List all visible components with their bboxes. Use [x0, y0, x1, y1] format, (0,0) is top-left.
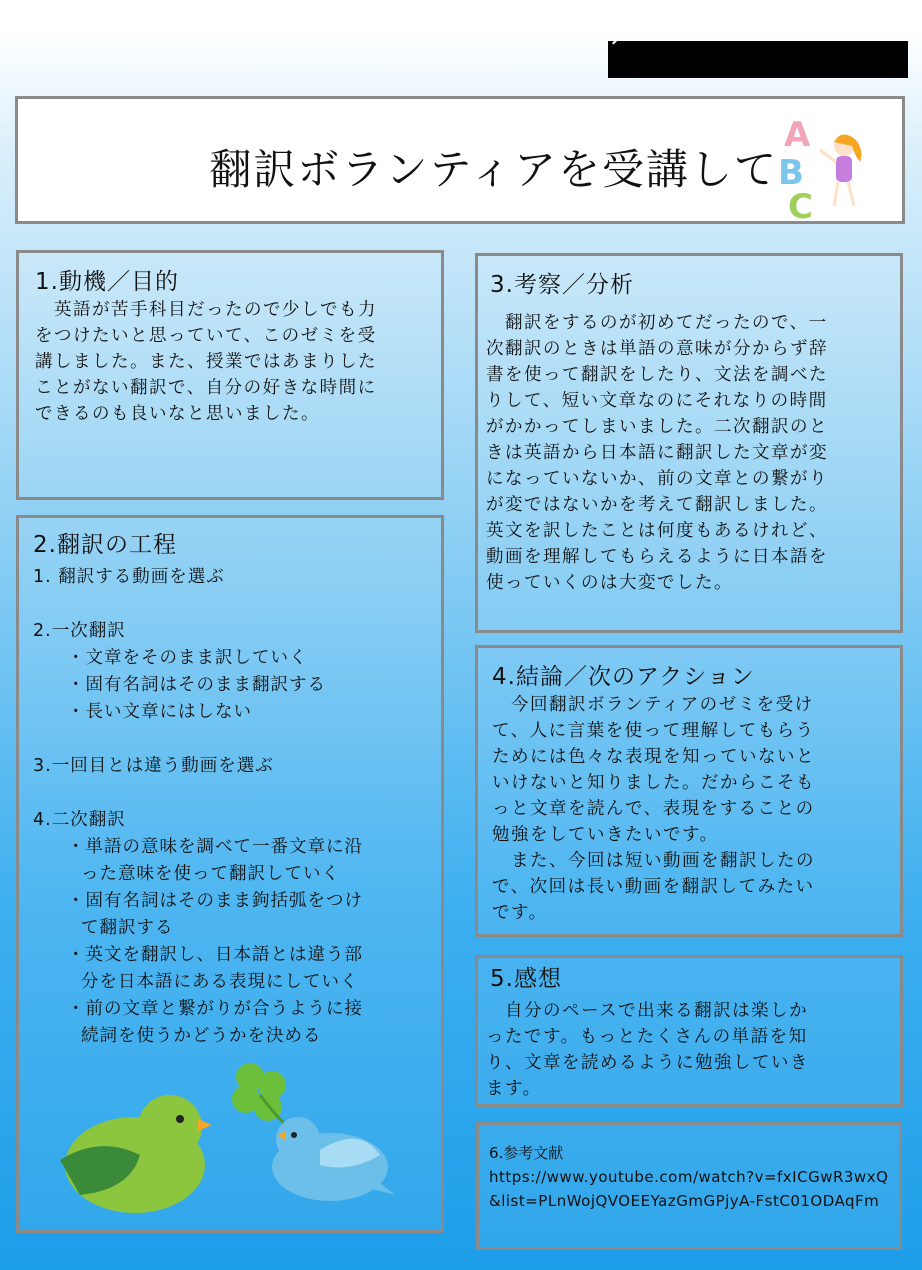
process-step-3: 3.一回目とは違う動画を選ぶ	[33, 756, 274, 776]
clover-icon	[232, 1063, 288, 1127]
list-item: ・単語の意味を調べて一番文章に沿 った意味を使って翻訳していく	[67, 837, 363, 884]
letter-c: C	[788, 187, 813, 222]
list-item: ・固有名詞はそのまま翻訳する	[67, 675, 326, 695]
list-item: ・固有名詞はそのまま鉤括弧をつけ て翻訳する	[67, 891, 363, 938]
list-item: ・前の文章と繋がりが合うように接 続詞を使うかどうかを決める	[67, 999, 363, 1046]
title-box	[15, 96, 905, 224]
green-bird-icon	[60, 1095, 212, 1213]
section-motivation	[16, 250, 444, 500]
section-heading: 1.動機／目的	[35, 269, 179, 295]
section-heading: 4.結論／次のアクション	[492, 664, 755, 690]
reference-link[interactable]: https://www.youtube.com/watch?v=fxICGwR3wxQ&list=PLnWojQVOEEYazGmGPjyA-FstC01ODAqFm	[489, 1168, 889, 1210]
section-impressions	[475, 955, 903, 1107]
letter-a: A	[784, 115, 811, 155]
process-step-1: 1. 翻訳する動画を選ぶ	[33, 567, 225, 587]
section-references	[476, 1122, 902, 1250]
section-heading: 3.考察／分析	[490, 272, 634, 298]
process-step-4: 4.二次翻訳	[33, 810, 126, 830]
blue-bird-icon	[272, 1117, 395, 1201]
list-item: ・長い文章にはしない	[67, 702, 252, 722]
list-item: ・文章をそのまま訳していく	[67, 648, 308, 668]
process-step-2: 2.一次翻訳	[33, 621, 126, 641]
page-title: 翻訳ボランティアを受講して	[209, 145, 778, 194]
section-analysis	[475, 253, 903, 633]
section-heading: 6.参考文献	[489, 1144, 564, 1162]
section-heading: 5.感想	[490, 966, 562, 992]
letter-b: B	[778, 153, 804, 193]
section-body: 自分のペースで出来る翻訳は楽しか ったです。もっとたくさんの単語を知 り、文章を読めるように勉強していき ます。	[486, 1001, 809, 1099]
header-black-bar	[608, 41, 908, 78]
section-conclusion	[475, 645, 903, 937]
section-body: 英語が苦手科目だったので少しでも力 をつけたいと思っていて、このゼミを受 講しました。また、授業ではあまりした ことがない翻訳で、自分の好きな時間に できるのも良いなと思いました。	[35, 300, 377, 424]
birds-clover-illustration	[40, 1055, 400, 1225]
abc-girl-illustration	[776, 106, 876, 222]
section-body: 今回翻訳ボランティアのゼミを受け て、人に言葉を使って理解してもらう ためには色々な表現を知っていないと いけないと知りました。だからこそも っと文章を読んで、表現をすることの 勉強をしていきたいです。 また、今回は短い動画を翻訳したの で、次回は長い動画を翻訳してみたい です。	[492, 695, 815, 923]
list-item: ・英文を翻訳し、日本語とは違う部 分を日本語にある表現にしていく	[67, 945, 363, 992]
section-heading: 2.翻訳の工程	[33, 532, 177, 558]
section-body: 翻訳をするのが初めてだったので、一 次翻訳のときは単語の意味が分からず辞 書を使って翻訳をしたり、文法を調べた りして、短い文章なのにそれなりの時間 がかかってしまいました。二次翻訳のと きは英語から日本語に翻訳した文章が変 になっていないか、前の文章との繋がり が変ではないかを考えて翻訳しました。 英文を訳したことは何度もあるけれど、 動画を理解してもらえるように日本語を 使っていくのは大変でした。	[486, 313, 828, 593]
